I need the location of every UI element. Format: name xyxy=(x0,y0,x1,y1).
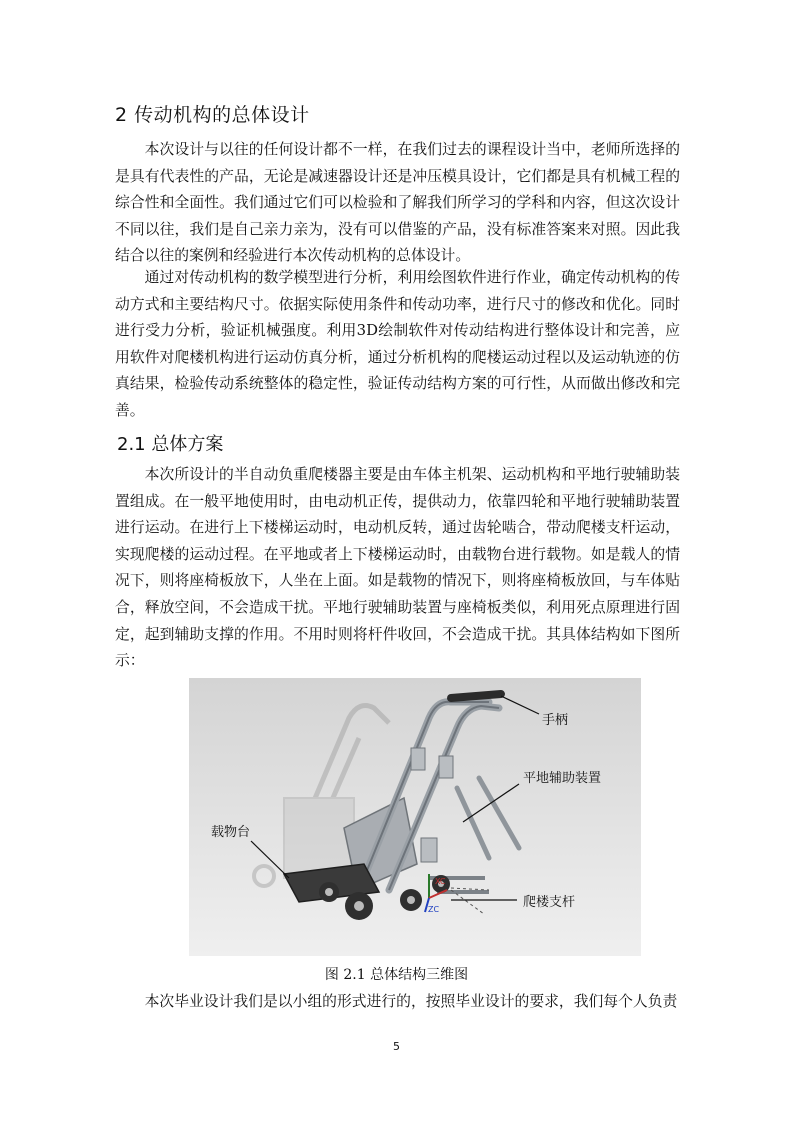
page-number: 5 xyxy=(393,1040,400,1053)
label-flat-aid: 平地辅助装置 xyxy=(523,771,602,786)
figure-3d-structure xyxy=(189,678,641,956)
figure-caption: 图 2.1 总体结构三维图 xyxy=(324,967,469,983)
slide-blocks xyxy=(411,748,453,862)
section-heading: 2 传动机构的总体设计 xyxy=(115,104,310,126)
subsection-heading: 2.1 总体方案 xyxy=(117,434,224,455)
stair-climber-illustration xyxy=(189,678,641,956)
label-climb-rod: 爬楼支杆 xyxy=(523,895,576,910)
axis-zc-label: ZC xyxy=(428,905,440,914)
paragraph-scheme: 本次所设计的半自动负重爬楼器主要是由车体主机架、运动机构和平地行驶辅助装置组成。在一般平地使用时，由电动机正传，提供动力，依靠四轮和平地行驶辅助装置进行运动。在进行上下楼梯运动时，电动机反转，通过齿轮啮合，带动爬楼支杆运动，实现爬楼的运动过程。在平地或者上下楼梯运动时，由载物台进行载物。如是载人的情况下，则将座椅板放下，人坐在上面。如是载物的情况下，则将座椅板放回，与车体贴合，释放空间，不会造成干扰。平地行驶辅助装置与座椅板类似，利用死点原理进行固定，起到辅助支撑的作用。不用时则将杆件收回，不会造成干扰。其具体结构如下图所示： xyxy=(115,466,680,670)
label-platform: 载物台 xyxy=(211,825,251,840)
paragraph-method: 通过对传动机构的数学模型进行分析，利用绘图软件进行作业，确定传动机构的传动方式和主要结构尺寸。依据实际使用条件和传动功率，进行尺寸的修改和优化。同时进行受力分析，验证机械强度。利用3D绘制软件对传动结构进行整体设计和完善，应用软件对爬楼机构进行运动仿真分析，通过分析机构的爬楼运动过程以及运动轨迹的仿真结果，检验传动系统整体的稳定性，验证传动结构方案的可行性，从而做出修改和完善。 xyxy=(115,269,680,419)
paragraph-team: 本次毕业设计我们是以小组的形式进行的，按照毕业设计的要求，我们每个人负责 xyxy=(144,993,678,1010)
axis-xc-label: XC xyxy=(435,877,446,886)
paragraph-intro: 本次设计与以往的任何设计都不一样，在我们过去的课程设计当中，老师所选择的是具有代表性的产品，无论是减速器设计还是冲压模具设计，它们都是具有机械工程的综合性和全面性。我们通过它们可以检验和了解我们所学习的学科和内容，但这次设计不同以往，我们是自己亲力亲为，没有可以借鉴的产品，没有标准答案来对照。因此我结合以往的案例和经验进行本次传动机构的总体设计。 xyxy=(115,141,680,265)
label-handle: 手柄 xyxy=(542,713,569,728)
handle-bar xyxy=(451,694,501,698)
